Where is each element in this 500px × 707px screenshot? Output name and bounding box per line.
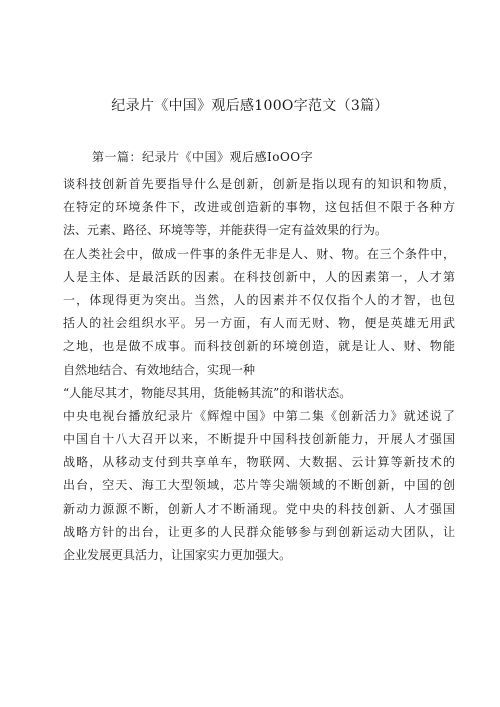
text-line: 战略，从移动支付到共享单车，物联网、大数据、云计算等新技术的 [63, 455, 455, 470]
paragraph-2 [63, 243, 455, 382]
text-line: 中国自十八大召开以来，不断提升中国科技创新能力，开展人才强国 [63, 432, 455, 447]
text-line: 战略方针的出台，让更多的人民群众能够参与到创新运动大团队，让 [63, 524, 455, 539]
text-line: 法、元素、路径、环境等等，并能获得一定有益效果的行为。 [63, 223, 388, 238]
text-line: 括人的社会组织水平。另一方面，有人而无财、物，便是英雄无用武 [63, 316, 455, 331]
text-line: 在人类社会中，做成一件事的条件无非是人、财、物。在三个条件中， [63, 246, 455, 261]
text-line: “人能尽其才，物能尽其用，货能畅其流”的和谐状态。 [63, 385, 352, 400]
text-line: 自然地结合、有效地结合，实现一种 [63, 362, 256, 377]
text-line: 人是主体、是最活跃的因素。在科技创新中，人的因素第一，人才第 [63, 269, 455, 284]
text-line: 出台，空天、海工大型领域，芯片等尖端领域的不断创新，中国的创 [63, 478, 455, 493]
paragraph-3 [63, 382, 455, 405]
text-line: 中央电视台播放纪录片《辉煌中国》中第二集《创新活力》就述说了 [63, 408, 455, 423]
text-line: 企业发展更具活力，让国家实力更加强大。 [63, 548, 292, 562]
document-title: 纪录片《中国》观后感100O字范文（3篇） [111, 98, 389, 114]
text-line: 在特定的环境条件下，改进或创造新的事物，这包括但不限于各种方 [63, 200, 455, 215]
text-line: 之地，也是做不成事。而科技创新的环境创造，就是让人、财、物能 [63, 339, 455, 354]
paragraph-1 [63, 173, 455, 243]
text-line: 新动力源源不断，创新人才不断涌现。党中央的科技创新、人才强国 [63, 501, 455, 516]
body-text [63, 173, 455, 567]
paragraph-4 [63, 405, 455, 567]
section-heading: 第一篇：纪录片《中国》观后感IoOO字 [92, 150, 314, 164]
text-line: 谈科技创新首先要指导什么是创新，创新是指以现有的知识和物质， [63, 177, 455, 191]
text-line: 一，体现得更为突出。当然，人的因素并不仅仅指个人的才智，也包 [63, 292, 455, 307]
